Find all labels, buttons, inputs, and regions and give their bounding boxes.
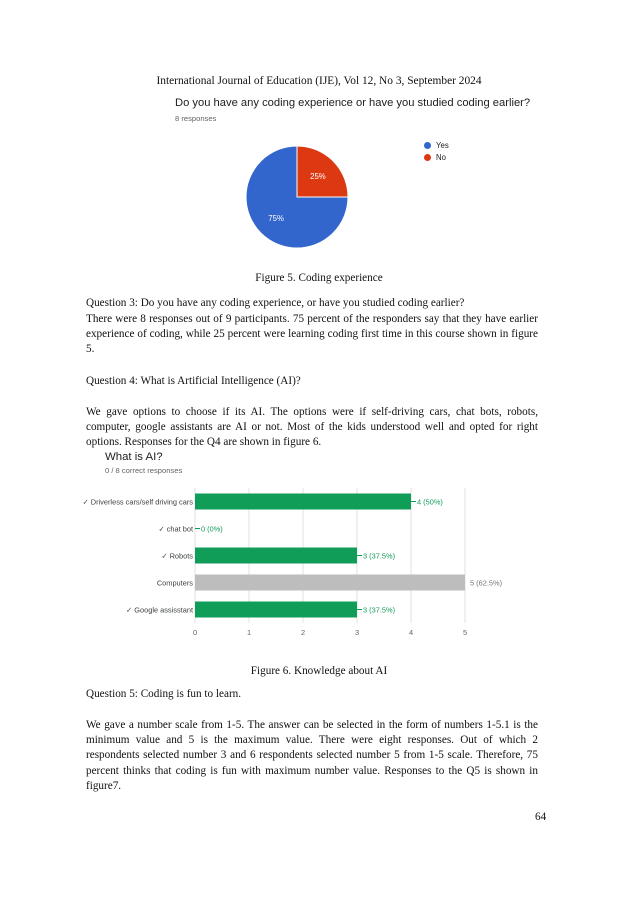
journal-header: International Journal of Education (IJE), Vol 12, No 3, September 2024 bbox=[156, 75, 482, 87]
x-tick-label: 3 bbox=[354, 628, 360, 637]
pie-legend bbox=[424, 139, 449, 163]
pie-label-yes: 75% bbox=[268, 213, 284, 223]
q5-heading: Question 5: Coding is fun to learn. bbox=[86, 688, 242, 700]
legend-label-no: No bbox=[436, 152, 446, 162]
bar bbox=[195, 575, 465, 591]
pie-label-no: 25% bbox=[310, 172, 326, 182]
legend-swatch-yes bbox=[424, 142, 431, 149]
x-tick-label: 0 bbox=[192, 628, 198, 637]
bar-category-label: ✓ chat bot bbox=[158, 524, 193, 534]
page-number: 64 bbox=[535, 811, 547, 823]
x-tick-label: 5 bbox=[462, 628, 468, 637]
bar-category-label: ✓ Driverless cars/self driving cars bbox=[82, 497, 193, 507]
figure6-caption: Figure 6. Knowledge about AI bbox=[250, 665, 388, 677]
bar-value-label: 0 (0%) bbox=[201, 524, 223, 534]
q4-body: We gave options to choose if its AI. The options were if self-driving cars, chat bots, robots, computer, google assistants are AI or not. Most of the kids understood well and opted for right options. Responses for the Q4 are shown in figure 6. bbox=[86, 406, 538, 449]
bar bbox=[195, 548, 357, 564]
q4-heading: Question 4: What is Artificial Intelligence (AI)? bbox=[86, 375, 301, 387]
q3-heading: Question 3: Do you have any coding experience, or have you studied coding earlier? bbox=[86, 297, 465, 309]
bar bbox=[195, 494, 411, 510]
q5-body: We gave a number scale from 1-5. The answer can be selected in the form of numbers 1-5.1 is the minimum value and 5 is the maximum value. There were eight responses. Out of which 2 respondents selected number 3 and 6 respondents selected number 5 from 1-5 scale. Therefore, 75 percent thinks that coding is fun with maximum number value. Responses to the Q5 is shown in figure7. bbox=[86, 719, 538, 792]
pie-chart-title: Do you have any coding experience or have you studied coding earlier? bbox=[175, 97, 531, 109]
x-tick-label: 2 bbox=[300, 628, 306, 637]
pie-chart bbox=[240, 137, 355, 259]
x-tick-label: 4 bbox=[408, 628, 414, 637]
legend-label-yes: Yes bbox=[436, 140, 449, 150]
legend-swatch-no bbox=[424, 154, 431, 161]
bar-value-label: 4 (50%) bbox=[417, 497, 443, 507]
legend-item-no bbox=[424, 151, 449, 163]
bar-value-label: 5 (62.5%) bbox=[470, 578, 503, 588]
bar-chart-title: What is AI? bbox=[105, 451, 163, 463]
x-tick-label: 1 bbox=[246, 628, 252, 637]
bar-category-label: ✓ Robots bbox=[161, 551, 193, 561]
bar-chart bbox=[80, 480, 540, 637]
bar-category-label: ✓ Google assisstant bbox=[126, 605, 193, 615]
bar bbox=[195, 602, 357, 618]
q3-body: There were 8 responses out of 9 participants. 75 percent of the responders say that they have earlier experience of coding, while 25 percent were learning coding first time in this course shown in figure 5. bbox=[86, 313, 538, 356]
pie-chart-subtitle: 8 responses bbox=[175, 114, 217, 123]
bar-value-label: 3 (37.5%) bbox=[363, 605, 396, 615]
figure5-caption: Figure 5. Coding experience bbox=[255, 272, 383, 284]
bar-value-label: 3 (37.5%) bbox=[363, 551, 396, 561]
bar-category-label: Computers bbox=[156, 578, 193, 588]
bar-chart-subtitle: 0 / 8 correct responses bbox=[105, 466, 183, 475]
legend-item-yes bbox=[424, 139, 449, 151]
